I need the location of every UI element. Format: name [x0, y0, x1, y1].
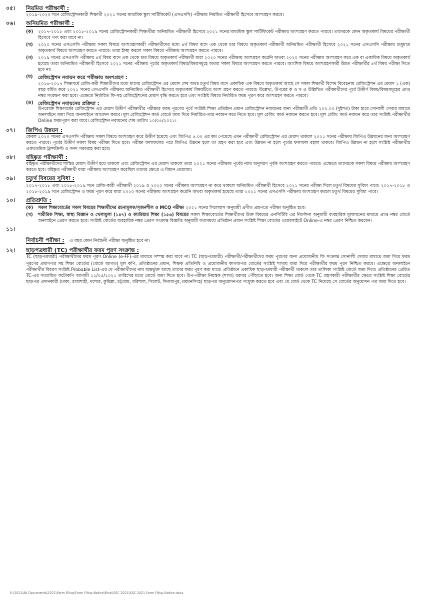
- section-number: ০৯।: [6, 176, 16, 183]
- section-07: [6, 127, 410, 153]
- subsection-rest: সকল শিক্ষাবোর্ডের শিক্ষার্থীদের উক্ত বিষয়ের এনসিটিবি এর নির্দেশনা অনুযায়ী ব্যবহারিক মূল্যায়নের মাধ্যমে প্রাপ্ত নম্বর বোর্ডে অনলাইনে প্রেরণ করতে হবে। সংশ্লিষ্ট বোর্ডের ব্যবহারিক নম্বর প্রেরণ সংক্রান্ত বিজ্ঞপ্তি অনুযায়ী যথাসময়ে প্রতিষ্ঠান প্রধান সংশ্লিষ্ট শিক্ষা বোর্ডের ওয়েবসাইটে Online-এ নম্বর প্রেরণ নিশ্চিত করবেন।: [38, 213, 410, 225]
- section-title: ছাড়পত্রধারী (TC) পরীক্ষার্থীর ফরম পূরণ সংক্রান্ত :: [26, 248, 140, 255]
- section-number: ১১।: [6, 227, 16, 234]
- subsection-text: [38, 213, 410, 225]
- section-text: ২০১৭-২০১৮ এবং ২০১৮-২০১৯ সনে রেজি-কারী পরীক্ষার্থী ২০১৯ ও ২০২০ সনের পরীক্ষায় অংশগ্রহণ না করে থাকলে অনিয়মিত পরীক্ষার্থী হিসেবে ২০২১ সনের পরীক্ষা দিলে চতুর্থ বিষয়ের সুবিধা পাবে। ২০১৭-২০১৮ ও ২০১৮-২০১৯ সনে রেজিস্ট্রেশন ও ফরম পূরণ করে যারা ২০২০ সনের পরীক্ষায় অংশগ্রহণ করেনি অথবা অকৃতকার্য হয়েছে তারা ২০২১ সনের এসএসসি পরীক্ষায় অংশগ্রহণ করলে চতুর্থ বিষয়ের সুবিধা পাবে।: [26, 183, 410, 195]
- section-number: ১০।: [6, 197, 16, 204]
- section-number: ০৭।: [6, 127, 16, 134]
- section-06: [6, 21, 410, 125]
- subsection-label: (গ): [26, 55, 33, 61]
- section-number: ০৫।: [6, 6, 16, 12]
- subsection-label: (খ): [26, 42, 33, 48]
- subsection-label: (ক): [26, 206, 34, 211]
- subsection-label: (ঙ): [26, 100, 34, 106]
- section-10: [6, 197, 410, 225]
- subsection-gha: [26, 75, 410, 100]
- subsection-text: ২০২০ সনের এসএসসি পরীক্ষায় সকল বিষয়ে অংশগ্রহণকারী পরীক্ষার্থীদের মধ্যে ৪র্থ বিষয় বাদে এক থেকে চার বিষয়ে অকৃতকার্য পরীক্ষার্থী অনিয়মিত পরীক্ষার্থী হিসেবে ২০২১ সনের এসএসসি পরীক্ষায় শুধুমাত্র অকৃতকার্য বিষয়ে অংশগ্রহণ করতে পারবে। তারা ইচ্ছা করলে সকল বিষয়ে পরীক্ষায় অংশগ্রহণ করতে পারবে।: [38, 42, 410, 54]
- subsection-ka: [26, 30, 410, 42]
- section-number: ১২।: [6, 248, 16, 255]
- subsection-text: ২০১৬-২০১৭ শিক্ষাবর্ষে রেজি-করী শিক্ষার্থীদের মধ্যে যাদের রেজিস্ট্রেশন এর মেয়াদ শেষ অথচ চতুর্থ বিষয় বাদে একাধিক এক বিষয়ে অকৃতকার্য আছে সে সকল শিক্ষার্থী বিশেষ বিবেচনায় রেজিস্ট্রেশন এর মেয়াদ ১ (এক) বছর বর্ধিত করে ২০২১ সনের এসএসসি পরীক্ষায় অনিয়মিত পরীক্ষার্থী হিসেবে অকৃতকার্য বিষয়টিতে অংশ গ্রহণ করতে পারবে। উল্লেখ্য, উপরের ক ও খ এ উল্লিখিত পরীক্ষার্থীদের পূর্বে উত্তীর্ণ বিষয়/বিষয়সমূহের প্রাপ্ত নম্বর সংরক্ষণ করা হবে। এক্ষেত্রে নির্ধারিত ফি-সহ রেজিস্ট্রেশনের মেয়াদ বৃদ্ধি করতে হবে এবং সংশ্লিষ্ট বিষয়ে নির্ধারিত ফরম পূরণ করে অংশগ্রহণ করতে পারবে।: [38, 81, 410, 99]
- subsection-umo: [26, 101, 410, 126]
- subsection-heading: রেজিস্ট্রেশন নবায়নের প্রক্রিয়া :: [38, 100, 100, 107]
- section-text: কেবল ২০২০ সনের এসএসসি পরীক্ষায় সকল বিষয়ে অংশগ্রহণ করে উত্তীর্ণ হয়েছে এবং জিপিএ ৫.০০ এর কম পেয়েছে এমন পরীক্ষার্থী রেজিস্ট্রেশন এর মেয়াদ থাকলে ২০২১ সনের পরীক্ষায় জিপিএ উন্নয়নের জন্য অংশগ্রহণ করতে পারবে। পূর্বের উত্তীর্ণ সকল বিষয় পরীক্ষা দিতে হবে। পরীক্ষা ফলাফলের পরে জিপিএ উন্নয়ন হলে তা গ্রহণ করা হবে এবং উন্নয়ন না হলে পূর্বের ফলাফল বহাল থাকবে। জিপিএ উন্নয়ন না হলে সংশ্লিষ্ট পরীক্ষার্থীর একাডেমিক ট্রান্সক্রিপ্ট ও সনদ সরবরাহ করা হবে।: [26, 134, 410, 152]
- section-number: ০৮।: [6, 155, 16, 162]
- subsection-heading: রেজিস্ট্রেশন নবায়ন করে পরীক্ষায় অংশগ্রহণ :: [38, 75, 128, 82]
- subsection-bold-lead: শারীরিক শিক্ষা, স্বাস্থ্য বিজ্ঞান ও খেলাধুলা (১৪৭) ও ক্যারিয়ার শিক্ষা (১৫৬) বিষয়ের: [38, 213, 189, 219]
- section-text: ২০১৯-২০২০ সনে রেজিস্ট্রেশনকারী শিক্ষার্থী ২০২১ সনের মাধ্যমিক স্কুল সার্টিফিকেট (এসএসসি) পরীক্ষায় নিয়মিত পরীক্ষার্থী হিসেবে অংশগ্রহণ করবে।: [26, 13, 284, 19]
- section-title: অনিয়মিত পরীক্ষার্থী :: [26, 21, 74, 28]
- section-12: [6, 248, 410, 286]
- subsection-label: (খ): [26, 213, 33, 219]
- section-09: [6, 176, 410, 195]
- section-08: [6, 155, 411, 174]
- section-title: জিপিএ উন্নয়ন :: [26, 127, 63, 134]
- subsection-ga: [26, 56, 410, 74]
- section-title: বহিষ্কৃত পরীক্ষার্থী :: [26, 155, 68, 162]
- section-05: [6, 6, 410, 19]
- subsection-rest: ২০২১ সনের সিলেবাস অনুযায়ী প্রণীত প্রশ্নপত্রে পরীক্ষা অনুষ্ঠিত হবে।: [185, 206, 306, 211]
- section-text: বহিষ্কৃত পরীক্ষার্থীদের শাস্তির মেয়াদ উত্তীর্ণ হয়ে থাকলে এবং রেজিস্ট্রেশন এর মেয়াদ থাকলে তারা ২০২১ সনের পরীক্ষায় পূর্বের ন্যায় অনুসরণ পূর্বক অংশগ্রহণ করতে পারবে। এক্ষেত্রে তাদেরকে সকল বিষয়ে পরীক্ষায় অংশগ্রহণ করতে হবে। বহিষ্কৃত পরীক্ষার্থী যারা পরীক্ষায় অংশগ্রহণ করেছিল তাদের ক্ষেত্রে এ বিধান প্রযোজ্য।: [26, 162, 411, 174]
- section-11: [6, 227, 410, 246]
- section-title: চতুর্থ বিষয়ের সুবিধা :: [26, 176, 75, 183]
- subsection-kha: [26, 43, 410, 55]
- subsection-text: উপরোক্ত শিক্ষাবর্ষের রেজিস্ট্রেশন এর মেয়াদ উত্তীর্ণ পরীক্ষার্থীর পরীক্ষার ফরম পূরণের পূর্বে সংশ্লিষ্ট শিক্ষা প্রতিষ্ঠান প্রধান রেজিস্ট্রেশন নবায়নের জন্য পরীক্ষার্থী প্রতি ২০০.০০ (দুইশত) টাকা হারে সোনালী সেবার মাধ্যমে অনলাইনে জমা দিয়ে অনলাইনে আবেদন করবে। মূল রেজিস্ট্রেশন কার্ড বোর্ডে জমা দিয়ে নির্ধারিত-তার নবায়ন করে নিতে হবে। মূল রেজি: কার্ড নবায়ন করতে হবে। মূল রেজি: কার্ড নবায়ন করে তার সংশ্লিষ্ট পরীক্ষার্থীর Online ফরমপূরণ করা যাবে। রেজিস্ট্রেশন নবায়নের শেষ তারিখ ১০/০৫/২০২১।: [38, 107, 410, 125]
- section-title: নিয়মিত পরীক্ষার্থী :: [26, 6, 70, 12]
- section-title: নির্বাচনী পরীক্ষা :: [26, 238, 65, 245]
- subsection-bold-lead: সকল শিক্ষাবোর্ডের সকল বিষয়ের শিক্ষার্থীদের রচনামূলক/সৃজনশীল ও MCQ পরীক্ষা: [38, 206, 185, 211]
- subsection-label: (ক): [26, 29, 34, 35]
- subsection-label: (ঘ): [26, 75, 33, 81]
- section-number: ০৬।: [6, 21, 16, 28]
- section-text: TC (ছাড়পত্রধারী) পরীক্ষার্থীদের ফরম পূরণ Online (e-FF)-এর মাধ্যমে সম্পন্ন করা যাবে না। TC (ছাড়পত্রধারী) পরীক্ষার্থী/পরীক্ষার্থীদের ফরম পূরণের জন্য প্রয়োজনীয় ফি সংক্রান্ত সোনালী সেবার মাধ্যমে জমা দিয়ে ফরম পূরণের প্রমাণপত্র সহ শিক্ষা বোর্ডের (বোর্ডে আগত) মূল কপি, প্রতিষ্ঠানের প্রধান, শিক্ষক প্রতিনিধি ও প্রয়োজনীয় কাগজপত্র বোর্ডের সংশ্লিষ্ট শাখায় জমা দিয়ে পরীক্ষার্থীর ফরম পূরণ নিশ্চিত করবে। এক্ষেত্রে অনলাইনে পরীক্ষার্থীর বিবরণ সংশ্লিষ্ট Probable List-এর যে পরীক্ষার্থীদের নাম অন্তর্ভুক্ত আছে তাদের ফরম পূরণ করা যাবে। প্রতিষ্ঠানে একাধিক ছাড়পত্রধারী পরীক্ষার্থী থাকলে তার তালিকা সংশ্লিষ্ট বোর্ডে জমা দিবে। প্রতিষ্ঠানের প্রেরিত TC-এর সত্যায়িত ফটোকপি আগামী ১১/০৫/২০২১ তারিখের মধ্যে বোর্ডে জমা দিতে হবে। উপ-পরীক্ষা নিয়ন্ত্রক (শাখা) বরাবর পৌঁছাতে হবে। অন্য শিক্ষা বোর্ড থেকে TC গ্রহণকারী পরীক্ষার্থীর ক্ষেত্রে সংশ্লিষ্ট শিক্ষা বোর্ডের ছাড়পত্র প্রদানকারী (ঢাকা, রাজশাহী, যশোর, কুমিল্লা, চট্টগ্রাম, বরিশাল, সিলেট, দিনাজপুর, ময়মনসিংহ) ছাড়পত্র অনুমোদনপত্র সংযুক্ত করতে হবে এবং যে বোর্ড থেকে TC নিয়েছে সে বোর্ডের অনুমোদন পত্র জমা দিতে হবে।: [26, 255, 410, 285]
- section-line: [26, 227, 410, 246]
- file-path-footer: E:\2021\All Documents\2021\Form Fillup\Form Fillup Notice\Final\SSC 2021\SSC 2021 Form Fillup Notice.docx: [10, 591, 184, 595]
- subsection-kha: [26, 213, 410, 225]
- section-text: এ বছর কোন নির্বাচনী পরীক্ষা অনুষ্ঠিত হবে না।: [69, 239, 151, 245]
- subsection-text: ২০১৯ সনের এসএসসি পরীক্ষায় ৪র্থ বিষয় বাদে এক থেকে চার বিষয়ে অকৃতকার্য পরীক্ষার্থী যারা ২০২০ সনের পরীক্ষায় অংশগ্রহণ করেনি অথবা ২০২০ সনের পরীক্ষায় অংশগ্রহণ করে এক বা একাধিক বিষয়ে অকৃতকার্য হয়েছে তারা অনিয়মিত পরীক্ষার্থী হিসেবে ২০২১ সনের পরীক্ষায় পূর্বের অকৃতকার্য বিষয়/বিষয়সমূহে অথবা সকল বিষয়ে অংশগ্রহণ করতে পারবে। আংশিক বিষয়ে অংশগ্রহণকারী উন্নত পরীক্ষার্থীর ৪র্থ বিষয় পরীক্ষা দিতে হবে না।: [38, 55, 410, 74]
- section-title: প্রতিশ্রুতি :: [26, 197, 52, 204]
- subsection-text: ২০১৭-২০১৮ এবং ২০১৮-২০১৯ সনের রেজিস্ট্রেশনকারী শিক্ষার্থীরা অনিয়মিত পরীক্ষার্থী হিসেবে ২০২১ সনের মাধ্যমিক স্কুল সার্টিফিকেট পরীক্ষায় অংশগ্রহণ করতে পারবে। তাদেরকে কোন অকৃতকার্য বিষয়ের পরীক্ষার্থী হিসেবে গণ্য করা যাবে না।: [38, 29, 410, 41]
- subsection-text: [38, 206, 410, 212]
- subsection-ka: [26, 206, 410, 212]
